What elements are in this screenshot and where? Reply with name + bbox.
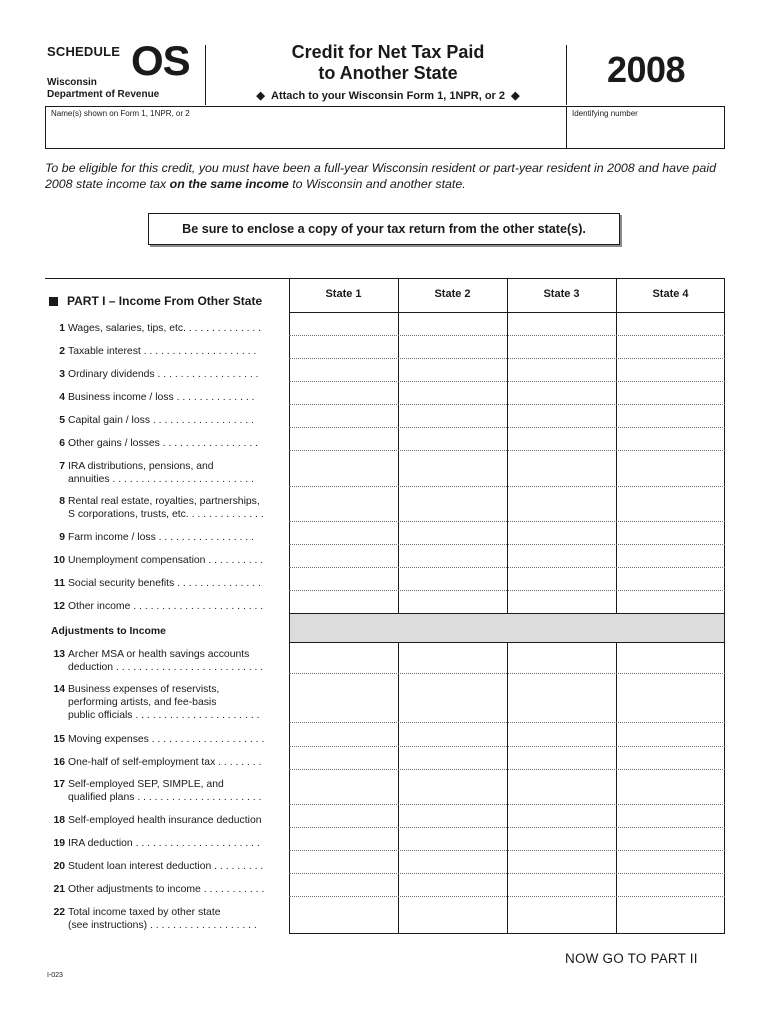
line-number: 18 [53, 815, 65, 826]
line-label-continued: annuities . . . . . . . . . . . . . . . . . . . . . . . . . [68, 474, 254, 485]
line-17 [49, 778, 289, 804]
line-number: 7 [59, 461, 65, 472]
row-rule [289, 873, 725, 874]
row-rule [289, 827, 725, 828]
row-rule [289, 673, 725, 674]
row-rule [289, 722, 725, 723]
row-rule [289, 358, 725, 359]
row-rule [289, 642, 725, 643]
line-label: Self-employed SEP, SIMPLE, and [68, 779, 224, 790]
line-label: Unemployment compensation . . . . . . . . . . [68, 555, 264, 566]
line-12 [49, 600, 289, 613]
column-separator [507, 642, 508, 934]
eligibility-part-2: to Wisconsin and another state. [288, 177, 466, 191]
line-label: Other gains / losses . . . . . . . . . . . . . . . . . [68, 438, 258, 449]
line-13 [49, 648, 289, 674]
line-1 [49, 322, 289, 335]
now-go-to-part-2: NOW GO TO PART II [565, 951, 698, 966]
line-label: IRA deduction . . . . . . . . . . . . . . . . . . . . . . [68, 838, 260, 849]
line-label: Rental real estate, royalties, partnerships, [68, 496, 260, 507]
part1-heading-text: PART I – Income From Other State [67, 294, 263, 308]
line-label-continued: (see instructions) . . . . . . . . . . . . . . . . . . . [68, 920, 257, 931]
line-7 [49, 460, 289, 486]
square-bullet-icon [49, 297, 58, 306]
header-divider-left [205, 45, 206, 105]
row-rule [289, 544, 725, 545]
row-rule [289, 381, 725, 382]
line-5 [49, 414, 289, 427]
line-number: 2 [59, 346, 65, 357]
row-rule [289, 427, 725, 428]
column-header-state-1: State 1 [325, 288, 362, 300]
title-line-2: to Another State [318, 63, 458, 83]
schedule-code: OS [131, 37, 190, 84]
line-label: Capital gain / loss . . . . . . . . . . . . . . . . . . [68, 415, 254, 426]
line-number: 3 [59, 369, 65, 380]
line-20 [49, 860, 289, 873]
line-10 [49, 554, 289, 567]
line-number: 11 [54, 578, 65, 589]
column-separator [616, 278, 617, 613]
column-separator [507, 278, 508, 613]
column-separator [398, 642, 399, 934]
adjustments-heading: Adjustments to Income [51, 626, 166, 637]
line-9 [49, 531, 289, 544]
column-separator [398, 278, 399, 613]
line-19 [49, 837, 289, 850]
line-21 [49, 883, 289, 896]
row-rule [289, 450, 725, 451]
line-11 [49, 577, 289, 590]
line-label: Archer MSA or health savings accounts [68, 649, 250, 660]
schedule-label: SCHEDULE [47, 44, 121, 59]
line-label: Other income . . . . . . . . . . . . . . . . . . . . . . . [68, 601, 264, 612]
row-rule [289, 613, 725, 614]
line-label: Taxable interest . . . . . . . . . . . . . . . . . . . . [68, 346, 257, 357]
column-header-state-4: State 4 [652, 288, 689, 300]
names-field-label: Name(s) shown on Form 1, 1NPR, or 2 [51, 109, 190, 118]
line-number: 10 [53, 555, 65, 566]
line-2 [49, 345, 289, 358]
line-label: Business income / loss . . . . . . . . . . . . . . [68, 392, 255, 403]
line-number: 22 [53, 907, 65, 918]
line-label: Wages, salaries, tips, etc. . . . . . . . . . . . . . [68, 323, 262, 334]
adjustments-shaded-band [290, 613, 724, 642]
row-rule [289, 521, 725, 522]
line-number: 15 [53, 734, 65, 745]
line-15 [49, 733, 289, 746]
line-number: 1 [59, 323, 65, 334]
line-label-continued: deduction . . . . . . . . . . . . . . . . . . . . . . . . . . [68, 662, 264, 673]
line-number: 5 [59, 415, 65, 426]
line-label: Social security benefits . . . . . . . . . . . . . . . [68, 578, 261, 589]
line-number: 17 [53, 779, 65, 790]
line-label: Business expenses of reservists, [68, 684, 220, 695]
form-title [210, 42, 566, 84]
line-8 [49, 495, 289, 521]
identifying-number-label: Identifying number [572, 109, 638, 118]
name-id-box [45, 106, 725, 149]
enclose-notice: Be sure to enclose a copy of your tax return from the other state(s). [148, 213, 620, 245]
diamond-icon: ◆ [511, 90, 520, 102]
line-16 [49, 756, 289, 769]
line-18 [49, 814, 289, 827]
form-number: I-023 [47, 972, 63, 979]
line-label-continued: qualified plans . . . . . . . . . . . . . . . . . . . . . . [68, 792, 262, 803]
line-label-continued: S corporations, trusts, etc. . . . . . . . . . . . . . [68, 509, 264, 520]
column-header-state-3: State 3 [543, 288, 580, 300]
column-separator [616, 642, 617, 934]
title-line-1: Credit for Net Tax Paid [291, 42, 485, 62]
line-number: 19 [53, 838, 65, 849]
row-rule [289, 486, 725, 487]
agency-line-1: Wisconsin [47, 77, 97, 88]
agency-name [47, 77, 159, 101]
row-rule [289, 804, 725, 805]
line-label: Moving expenses . . . . . . . . . . . . . . . . . . . . [68, 734, 265, 745]
name-box-divider [566, 107, 567, 148]
line-number: 8 [59, 496, 65, 507]
header-row-rule [289, 312, 725, 313]
tax-year: 2008 [606, 49, 686, 90]
line-6 [49, 437, 289, 450]
eligibility-part-1: To be eligible for this credit, you must have been a full-year Wisconsin resident or part-year resident in 2008 and have paid 2008 state income tax [45, 161, 716, 191]
line-number: 16 [53, 757, 65, 768]
line-number: 14 [53, 684, 65, 695]
line-number: 6 [59, 438, 65, 449]
line-3 [49, 368, 289, 381]
eligibility-bold: on the same income [169, 177, 289, 191]
eligibility-text [45, 160, 735, 192]
row-rule [289, 404, 725, 405]
row-rule [289, 769, 725, 770]
row-rule [289, 567, 725, 568]
line-number: 21 [53, 884, 65, 895]
line-4 [49, 391, 289, 404]
line-label: Other adjustments to income . . . . . . . . . . . [68, 884, 265, 895]
diamond-icon: ◆ [256, 90, 265, 102]
line-label-continued: public officials . . . . . . . . . . . . . . . . . . . . . . [68, 710, 260, 721]
line-label: IRA distributions, pensions, and [68, 461, 214, 472]
line-label: Farm income / loss . . . . . . . . . . . . . . . . . [68, 532, 254, 543]
line-label: Student loan interest deduction . . . . . . . . . [68, 861, 264, 872]
line-label: One-half of self-employment tax . . . . . . . . [68, 757, 262, 768]
line-label: Self-employed health insurance deduction [68, 815, 262, 826]
line-number: 20 [53, 861, 65, 872]
row-rule [289, 850, 725, 851]
row-rule [289, 590, 725, 591]
line-14 [49, 683, 289, 722]
line-22 [49, 906, 289, 932]
attach-text: Attach to your Wisconsin Form 1, 1NPR, or 2 [271, 90, 505, 102]
agency-line-2: Department of Revenue [47, 89, 160, 100]
line-number: 12 [53, 601, 65, 612]
row-rule [289, 335, 725, 336]
column-header-state-2: State 2 [434, 288, 471, 300]
row-rule [289, 746, 725, 747]
line-number: 13 [53, 649, 65, 660]
row-rule [289, 896, 725, 897]
attach-instruction [210, 89, 566, 102]
line-label: Total income taxed by other state [68, 907, 221, 918]
line-label-continued: performing artists, and fee-basis [68, 697, 217, 708]
line-label: Ordinary dividends . . . . . . . . . . . . . . . . . . [68, 369, 259, 380]
line-number: 9 [59, 532, 65, 543]
line-number: 4 [59, 392, 65, 403]
part1-heading [49, 294, 262, 308]
